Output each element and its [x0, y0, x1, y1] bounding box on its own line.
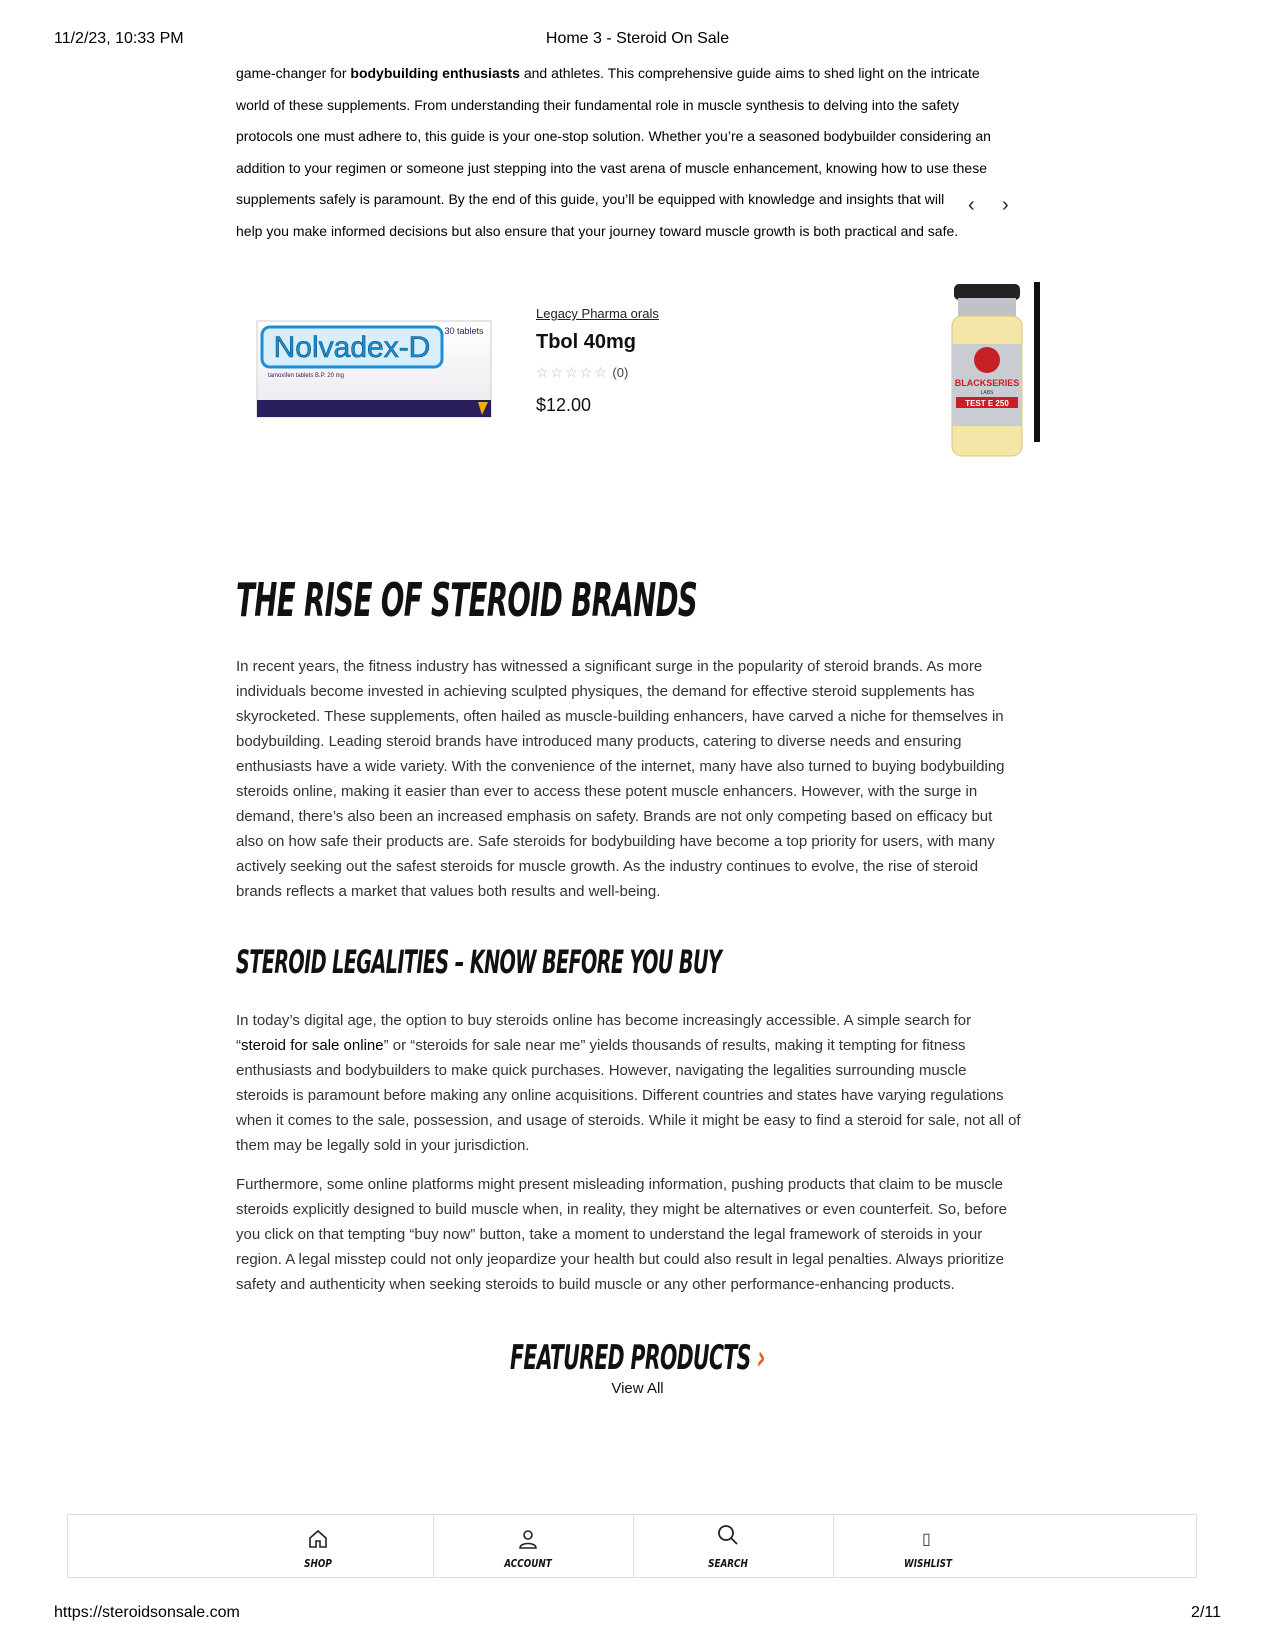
nolvadex-brand-text: Nolvadex-D [273, 331, 431, 364]
nav-shop[interactable] [258, 1515, 378, 1577]
print-page-number: 2/11 [1191, 1604, 1221, 1621]
heart-icon: ▯ [922, 1531, 931, 1548]
nav-divider [633, 1515, 634, 1577]
nolvadex-tablets-text: 30 tablets [444, 326, 484, 336]
section1-line: demand, there’s also been an increased emphasis on safety. Brands are not only competing based on efficacy but [236, 808, 993, 825]
product-image-test-e-vial[interactable] [944, 282, 1042, 460]
section1-line: individuals become invested in achieving sculpted physiques, the demand for effective steroid supplements has [236, 683, 975, 700]
view-all-link[interactable]: View All [611, 1380, 664, 1397]
intro-bold-link[interactable]: bodybuilding enthusiasts [350, 65, 520, 81]
product-rating [536, 364, 659, 381]
nav-divider [433, 1515, 434, 1577]
vial-brand-text: BLACKSERIES [954, 378, 1020, 388]
nav-account[interactable] [468, 1515, 588, 1577]
section-heading: THE RISE OF STEROID BRANDS [236, 573, 698, 627]
section1-line: actively seeking out the safest steroids for muscle growth. As the industry continues to evolve, the rise of steroid [236, 858, 979, 875]
featured-products-title[interactable]: FEATURED PRODUCTS › [509, 1338, 766, 1378]
product-price: $12.00 [536, 395, 592, 415]
intro-line: help you make informed decisions but also ensure that your journey toward muscle growth is both practical and safe. [236, 222, 959, 239]
section1-line: In recent years, the fitness industry has witnessed a significant surge in the popularity of steroid brands. As more [236, 658, 983, 675]
vial-product-text: TEST E 250 [965, 399, 1009, 408]
section1-body [236, 654, 1036, 904]
nav-search[interactable] [668, 1515, 788, 1577]
section-heading: STEROID LEGALITIES – KNOW BEFORE YOU BUY [236, 943, 722, 981]
section2-line: steroids explicitly designed to build muscle when, in reality, they might be alternatives or even counterfeit. So, before [236, 1201, 1007, 1218]
section2-line: steroids is paramount before making any online acquisitions. Different countries and states have varying regulations [236, 1087, 1004, 1104]
section2-line: them may be legally sold in your jurisdiction. [236, 1137, 530, 1154]
section2-paragraph-1 [236, 1008, 1036, 1158]
print-header [54, 30, 1221, 52]
bottom-navigation-bar [67, 1514, 1197, 1578]
product-category-link[interactable]: Legacy Pharma orals [536, 306, 659, 321]
carousel-nav [962, 194, 1022, 224]
nav-shop-label: SHOP [304, 1557, 332, 1570]
section2-line: safety and authenticity when seeking steroids to build muscle or any other performance-enhancing products. [236, 1276, 955, 1293]
nav-account-label: ACCOUNT [504, 1557, 552, 1570]
chevron-left-icon[interactable]: ‹ [968, 194, 975, 216]
intro-line: game-changer for bodybuilding enthusiasts and athletes. This comprehensive guide aims to shed light on the intricate [236, 65, 980, 81]
section2-line: region. A legal misstep could not only jeopardize your health but could also result in legal penalties. Always prioritize [236, 1251, 1004, 1268]
intro-line: supplements safely is paramount. By the end of this guide, you’ll be equipped with knowledge and insights that will [236, 191, 945, 208]
nolvadex-sub-text: tamoxifen tablets B.P. 20 mg [268, 373, 344, 379]
product-carousel [236, 270, 1042, 460]
product-info [536, 306, 659, 416]
vial-sub-text: LABS [980, 390, 994, 396]
user-icon [516, 1527, 540, 1551]
section2-line: In today’s digital age, the option to buy steroids online has become increasingly accessible. A simple search for [236, 1012, 972, 1029]
section2-line: you click on that tempting “buy now” button, take a moment to understand the legal framework of steroids in your [236, 1226, 983, 1243]
section-rise-of-steroid-brands [236, 572, 1036, 628]
section1-line: steroids online, making it easier than ever to access these potent muscle enhancers. However, with the surge in [236, 783, 978, 800]
section1-line: enthusiasts have a wide variety. With the convenience of the internet, many have also turned to buying bodybuilding [236, 758, 1005, 775]
section2-line: “steroid for sale online” or “steroids for sale near me” yields thousands of results, making it tempting for fitness [236, 1037, 966, 1054]
rating-count: (0) [612, 365, 629, 380]
intro-text [236, 58, 1036, 239]
section1-line: skyrocketed. These supplements, often hailed as muscle-building enhancers, have carved a niche for themselves in [236, 708, 1004, 725]
chevron-right-icon[interactable]: › [1002, 194, 1009, 216]
section1-line: brands reflects a market that values both results and well-being. [236, 883, 661, 900]
featured-products-header [0, 1338, 1275, 1397]
nav-wishlist[interactable] [868, 1515, 988, 1577]
nav-wishlist-label: WISHLIST [904, 1557, 952, 1570]
print-date: 11/2/23, 10:33 PM [54, 30, 184, 47]
section2-line: Furthermore, some online platforms might present misleading information, pushing products that claim to be muscle [236, 1176, 1004, 1193]
product-image-nolvadex[interactable] [256, 320, 492, 418]
section2-paragraph-2 [236, 1172, 1036, 1297]
star-rating-icon: ☆☆☆☆☆ [536, 364, 609, 380]
section2-line: enthusiasts and bodybuilders to make quick purchases. However, navigating the legalities surrounding muscle [236, 1062, 967, 1079]
section-steroid-legalities [236, 942, 1036, 982]
print-url: https://steroidsonsale.com [54, 1604, 240, 1621]
intro-line: protocols one must adhere to, this guide is your one-stop solution. Whether you’re a seasoned bodybuilder considering an [236, 128, 991, 145]
section1-line: also on how safe their products are. Safe steroids for bodybuilding have become a top priority for users, with many [236, 833, 995, 850]
section1-line: bodybuilding. Leading steroid brands have introduced many products, catering to diverse needs and ensuring [236, 733, 962, 750]
home-icon [306, 1527, 330, 1551]
nav-divider [833, 1515, 834, 1577]
steroid-for-sale-online-link[interactable]: steroid for sale online [241, 1037, 384, 1054]
print-page-title: Home 3 - Steroid On Sale [545, 30, 730, 47]
intro-line: world of these supplements. From understanding their fundamental role in muscle synthesis to delving into the safety [236, 96, 959, 113]
nav-search-label: SEARCH [708, 1557, 748, 1570]
search-icon [716, 1523, 740, 1547]
section2-line: when it comes to the sale, possession, and usage of steroids. While it might be easy to find a steroid for sale, not all of [236, 1112, 1021, 1129]
intro-line: addition to your regimen or someone just stepping into the vast arena of muscle enhancement, knowing how to use these [236, 159, 988, 176]
product-name[interactable]: Tbol 40mg [536, 331, 637, 353]
chevron-right-icon: › [757, 1338, 766, 1378]
